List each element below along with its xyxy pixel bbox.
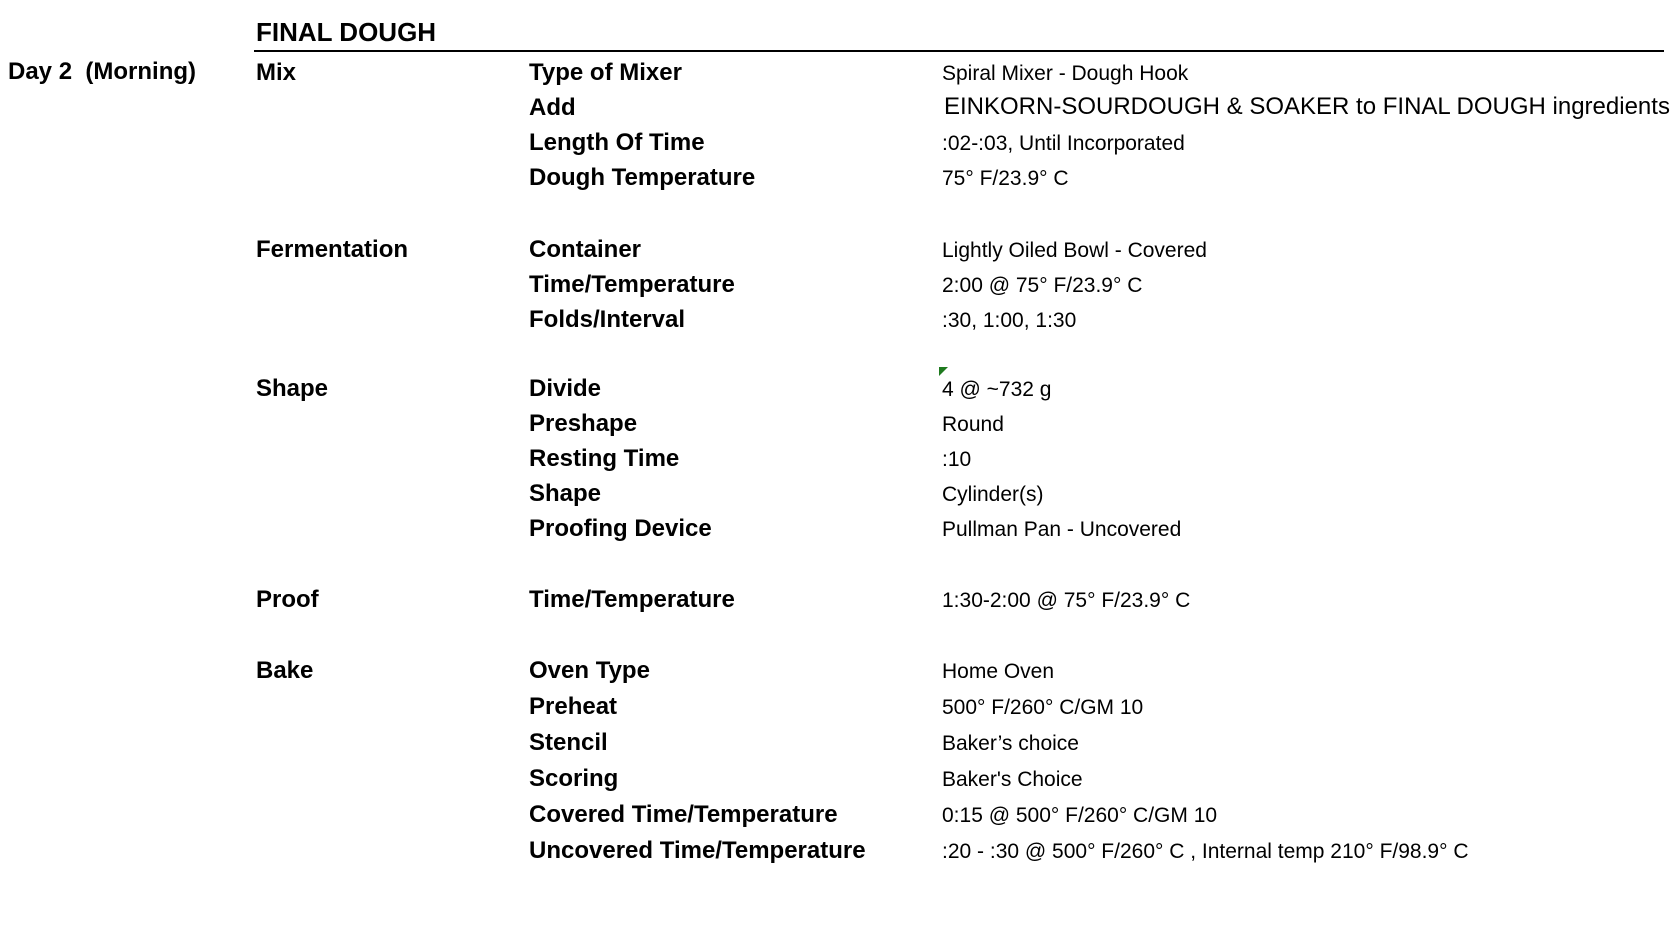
field-label: Folds/Interval — [529, 306, 686, 333]
field-label: Length Of Time — [529, 129, 705, 156]
proof-row-time-temperature — [0, 582, 1672, 618]
field-label: Stencil — [529, 729, 608, 756]
section-label-mix: Mix — [256, 59, 297, 86]
field-value: 500° F/260° C/GM 10 — [942, 696, 1144, 719]
field-label: Dough Temperature — [529, 164, 756, 191]
field-value: Baker’s choice — [942, 732, 1079, 755]
field-value: 75° F/23.9° C — [942, 167, 1069, 190]
field-value: Spiral Mixer - Dough Hook — [942, 62, 1189, 85]
field-label: Add — [529, 94, 576, 121]
bake-row-stencil — [0, 725, 1672, 761]
field-value: Home Oven — [942, 660, 1055, 683]
field-value: 1:30-2:00 @ 75° F/23.9° C — [942, 589, 1191, 612]
field-value: Lightly Oiled Bowl - Covered — [942, 239, 1207, 262]
bake-row-uncovered-time-temperature — [0, 833, 1672, 869]
field-value: Round — [942, 413, 1004, 436]
field-value: EINKORN-SOURDOUGH & SOAKER to FINAL DOUGH ingredients — [944, 93, 1670, 120]
mix-row-add — [0, 90, 1672, 126]
mix-row-type-of-mixer — [0, 55, 1672, 91]
field-label: Resting Time — [529, 445, 680, 472]
field-value: :02-:03, Until Incorporated — [942, 132, 1185, 155]
shape-row-preshape — [0, 406, 1672, 442]
field-label: Uncovered Time/Temperature — [529, 837, 866, 864]
field-label: Preheat — [529, 693, 618, 720]
field-label: Shape — [529, 480, 602, 507]
field-label: Preshape — [529, 410, 638, 437]
section-label-shape: Shape — [256, 375, 329, 402]
field-value: Cylinder(s) — [942, 483, 1044, 506]
bake-row-preheat — [0, 689, 1672, 725]
field-value: Pullman Pan - Uncovered — [942, 518, 1182, 541]
field-value: 0:15 @ 500° F/260° C/GM 10 — [942, 804, 1218, 827]
field-value: :30, 1:00, 1:30 — [942, 309, 1077, 332]
field-label: Covered Time/Temperature — [529, 801, 838, 828]
field-value: Baker's Choice — [942, 768, 1083, 791]
section-label-fermentation: Fermentation — [256, 236, 409, 263]
fermentation-row-time-temperature — [0, 267, 1672, 303]
field-value: 2:00 @ 75° F/23.9° C — [942, 274, 1143, 297]
field-label: Time/Temperature — [529, 271, 735, 298]
field-label: Scoring — [529, 765, 619, 792]
shape-row-resting-time — [0, 441, 1672, 477]
section-label-bake: Bake — [256, 657, 314, 684]
field-value: :20 - :30 @ 500° F/260° C , Internal temp 210° F/98.9° C — [942, 840, 1469, 863]
mix-row-dough-temperature — [0, 160, 1672, 196]
field-value: 4 @ ~732 g — [942, 378, 1052, 401]
shape-row-divide — [0, 371, 1672, 407]
field-label: Divide — [529, 375, 602, 402]
field-label: Proofing Device — [529, 515, 712, 542]
title-underline — [254, 50, 1664, 52]
final-dough-title: FINAL DOUGH — [256, 17, 437, 47]
field-label: Oven Type — [529, 657, 650, 684]
fermentation-row-folds-interval — [0, 302, 1672, 338]
bake-row-covered-time-temperature — [0, 797, 1672, 833]
section-label-proof: Proof — [256, 586, 319, 613]
field-label: Container — [529, 236, 642, 263]
field-label: Time/Temperature — [529, 586, 735, 613]
fermentation-row-container — [0, 232, 1672, 268]
shape-row-proofing-device — [0, 511, 1672, 547]
day-label: Day 2 (Morning) — [8, 58, 197, 85]
field-label: Type of Mixer — [529, 59, 682, 86]
field-value: :10 — [942, 448, 972, 471]
shape-row-shape — [0, 476, 1672, 512]
bake-row-scoring — [0, 761, 1672, 797]
bake-row-oven-type — [0, 653, 1672, 689]
mix-row-length-of-time — [0, 125, 1672, 161]
